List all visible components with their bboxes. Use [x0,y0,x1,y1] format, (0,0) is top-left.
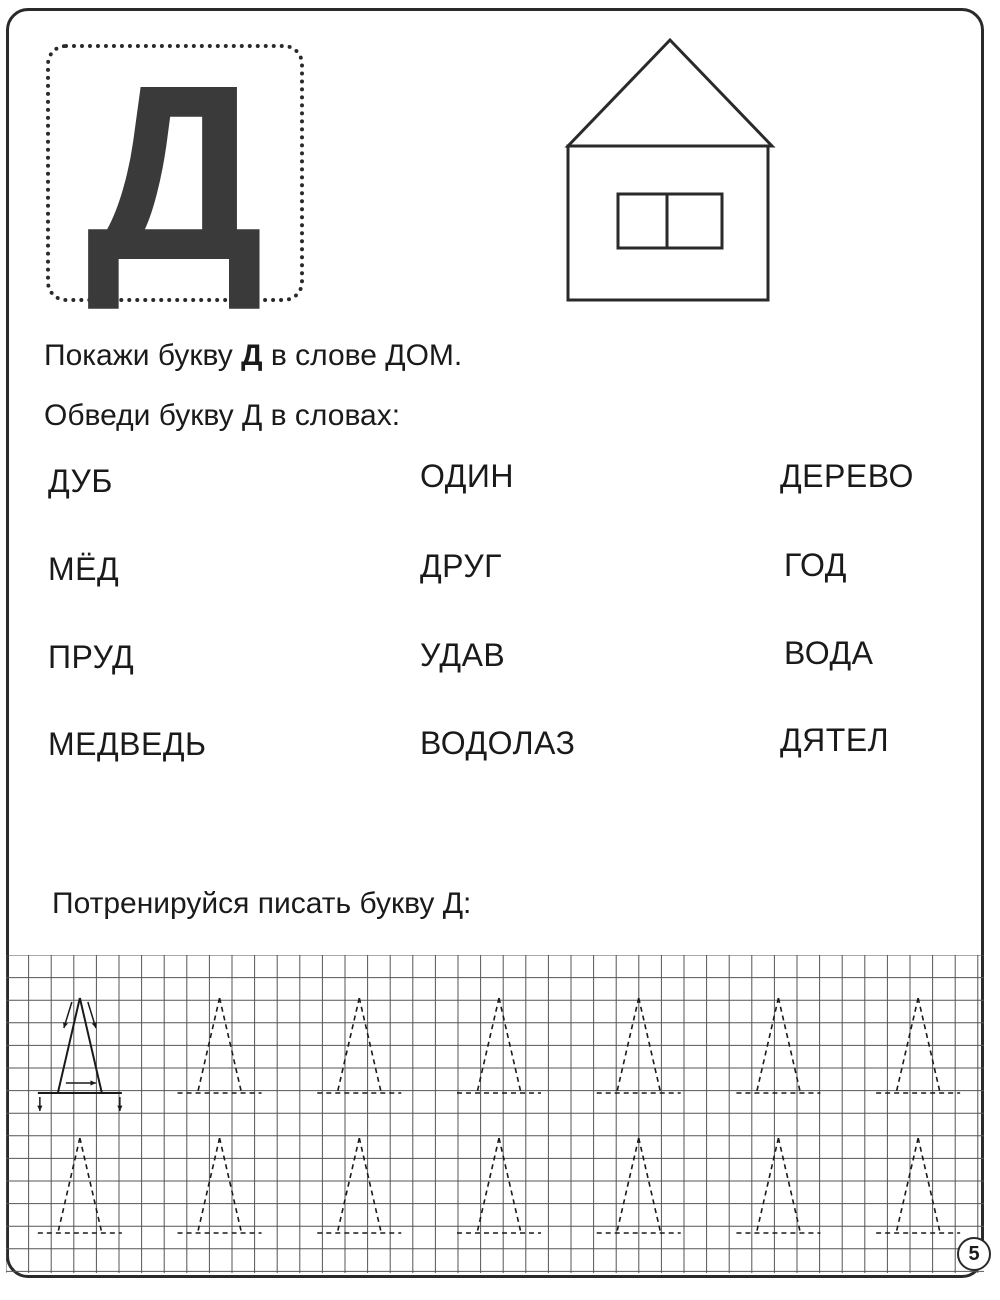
letter-stroke [220,1138,242,1233]
letter-stroke [499,1138,521,1233]
letter-stroke [359,1138,381,1233]
house-icon [560,36,780,304]
word: ПРУД [48,639,135,675]
word: ВОДА [784,635,874,671]
tracing-letter [876,1138,960,1233]
letter-stroke [639,1138,661,1233]
letter-stroke [198,1138,220,1233]
word: МЁД [48,551,120,587]
letter-stroke [756,1138,778,1233]
tracing-letter [38,1138,122,1233]
letter-stroke [896,1138,918,1233]
show-suffix: в слове ДОМ. [262,339,463,372]
letter-stroke [617,1138,639,1233]
practice-instruction: Потренируйся писать букву Д: [52,887,472,920]
show-prefix: Покажи букву [44,339,242,372]
tracing-letter [37,998,122,1111]
tracing-letter [317,1138,401,1233]
word: ВОДОЛАЗ [420,725,576,761]
word: ДЯТЕЛ [780,722,890,758]
letter-stroke [918,1138,940,1233]
show-letter: Д [241,339,263,372]
letter-stroke [80,1138,102,1233]
circle-instruction: Обведи букву Д в словах: [44,399,401,432]
word: ДЕРЕВО [780,458,914,494]
show-letter-instruction [44,338,462,374]
practice-grid-svg [6,955,984,1273]
page-number: 5 [957,1237,991,1271]
letter-stroke [337,1138,359,1233]
word: ОДИН [420,458,514,494]
arrow-head [117,1106,122,1111]
house-roof [568,40,772,146]
arrow-head [90,1080,95,1085]
practice-grid [6,955,984,1278]
word: УДАВ [420,637,506,673]
letter-stroke [58,1138,80,1233]
tracing-letter [178,1138,262,1233]
tracing-letter [736,1138,820,1233]
word: МЕДВЕДЬ [48,726,207,762]
word: ГОД [784,547,847,583]
word: ДРУГ [420,548,502,584]
tracing-letter [457,1138,541,1233]
big-letter: Д [85,33,265,312]
house-window [618,194,722,248]
word: ДУБ [48,463,113,499]
letter-card [46,33,304,312]
arrow-head [37,1106,42,1111]
